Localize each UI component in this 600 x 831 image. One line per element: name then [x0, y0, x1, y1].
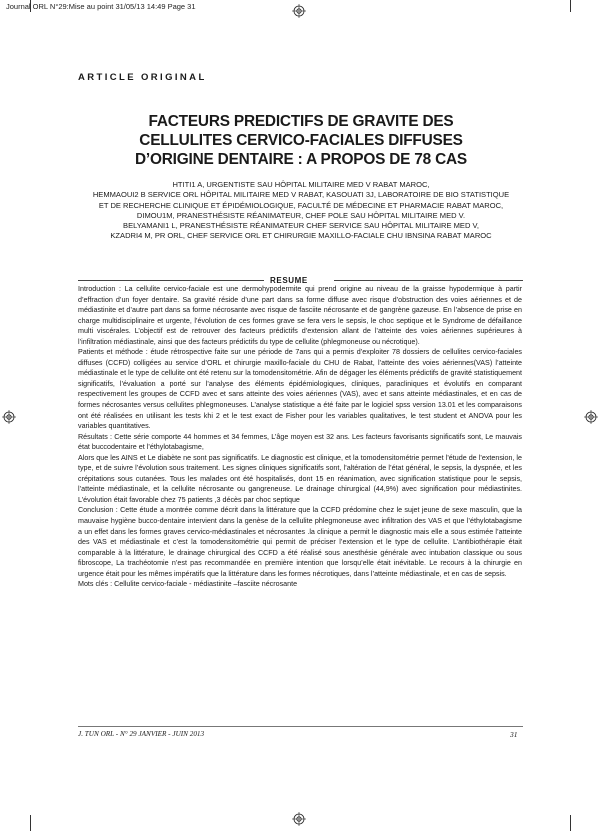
- author-line: HTITI1 A, URGENTISTE SAU HÔPITAL MILITAIRE MED V RABAT MAROC,: [172, 180, 430, 189]
- registration-mark-right-icon: [584, 410, 598, 424]
- article-title: [60, 112, 542, 169]
- footer-divider: [78, 726, 523, 727]
- abstract-keywords: Mots clés : Cellulite cervico-faciale - médiastinite –fasciite nécrosante: [78, 580, 298, 589]
- author-line: DIMOU1M, PRANESTHÉSISTE RÉANIMATEUR, CHEF POLE SAU HÔPITAL MILITAIRE MED V.: [136, 210, 466, 220]
- footer-journal: J. TUN ORL - N° 29 JANVIER - JUIN 2013: [78, 730, 205, 738]
- registration-mark-top-icon: [292, 4, 306, 18]
- crop-mark-bottom-left: [30, 815, 31, 831]
- title-line: CELLULITES CERVICO-FACIALES DIFFUSES: [139, 132, 463, 149]
- abstract-results: Résultats : Cette série comporte 44 hommes et 34 femmes, L’âge moyen est 32 ans. Les facteurs favorisants significatifs sont, Le mauvais état buccodentaire et l’éthylotabagisme,: [78, 432, 522, 452]
- title-line: FACTEURS PREDICTIFS DE GRAVITE DES: [148, 113, 454, 130]
- page-number: 31: [510, 730, 518, 739]
- registration-mark-bottom-icon: [292, 812, 306, 826]
- author-line: HEMMAOUI2 B SERVICE ORL HÔPITAL MILITAIRE MED V RABAT, KASOUATI 3J, LABORATOIRE DE BIO STATISTIQUE: [92, 190, 510, 200]
- abstract-methods: Patients et méthode : étude rétrospective faite sur une période de 7ans qui a permis d’exploiter 78 dossiers de cellulites cervico-faciales diffuses (CCFD) colligées au service d’ORL et chirurgie maxillo-faciale du CHU de Rabat, l’atteinte des voies aériennes(VAS) l’atteinte médiastinale et le type de cellulite ont été retenu sur la tomodensitométrie. Afin de dégager les éléments prédictifs de gravité statistiquement significatifs, l’évaluation a porté sur l’analyse des éléments épidémiologiques, cliniques, paracliniques et évolutifs en comparant respectivement les groupes de CCFD avec et sans atteinte des voies aériennes (VAS), avec et sans atteinte médiastinales, et en cas de formes nécrosantes versus cellulites phlegmoneuses. L’analyse statistique a été faite par le logiciel spss version 13.01 et les comparaisons ont été réalisées en utilisant les tests khi 2 et le test exact de Fisher pour les variables qualitatives, le test student et ANOVA pour les variables quantitatives.: [78, 348, 522, 431]
- title-line: D’ORIGINE DENTAIRE : A PROPOS DE 78 CAS: [135, 151, 467, 168]
- abstract-heading: RESUME: [270, 276, 308, 285]
- author-line: KZADRI4 M, PR ORL, CHEF SERVICE ORL ET CHIRURGIE MAXILLO-FACIALE CHU IBNSINA RABAT MAROC: [110, 231, 492, 241]
- abstract-introduction: Introduction : La cellulite cervico-faciale est une dermohypodermite qui prend origine au niveau de la graisse hypodermique à partir d’effraction d’un foyer dentaire. Sa gravité réside d’une part dans sa forme diffuse avec risque d’obstruction des voies aériennes et de médiastinite et d’autre part dans sa forme nécrosante avec risque de fasciite nécrosante et de gangrène gazeuse. En l’absence de prise en charge multidisciplinaire et urgente, l’évolution de ces formes grave se fera vers le sepsis, le choc septique et le Syndrome de défaillance multi viscérales. L’objectif est de retrouver des facteurs prédictifs d’extension allant de l’atteinte des voies aériennes supérieures à l’infiltration médiastinale, ainsi que des facteurs prédictifs du type de cellulite (phlegmoneuse ou nécrotique).: [78, 285, 522, 346]
- author-affiliations: [60, 180, 542, 242]
- registration-mark-left-icon: [2, 410, 16, 424]
- crop-mark-top-right: [570, 0, 571, 12]
- author-line: BELYAMANI1 L, PRANESTHÉSISTE RÉANIMATEUR CHEF SERVICE SAU HÔPITAL MILITAIRE MED V,: [123, 221, 479, 231]
- abstract-results-continued: Alors que les AINS et Le diabète ne sont pas significatifs. Le diagnostic est clinique, et la tomodensitométrie permet l’étude de l’extension, le type, et de suivre l’évolution sous traitement. Les signes cliniques significatifs sont, l’altération de l’état général, le sepsis, la dyspnée, et les crépitations sous cutanées. Tous les malades ont été hospitalisés, dont 15 en réanimation, avec signification statistique pour le sepsis, l’atteinte médiastinale, et la cellulite nécrosante ou gangreneuse. Le drainage chirurgical (44,9%) avec signification pour médiastinites. L’évolution était favorable chez 75 patients ,3 décès par choc septique: [78, 453, 522, 504]
- abstract-body: [78, 284, 522, 590]
- section-label: ARTICLE ORIGINAL: [78, 72, 207, 83]
- abstract-conclusion: Conclusion : Cette étude a montrée comme décrit dans la littérature que la CCFD prédomine chez le sujet jeune de sexe masculin, que la mauvaise hygiène bucco-dentaire intervient dans la genèse de la cellulite phlegmoneuse avec infiltration des VAS et que l’éthylotabagisme a un effet dans les formes graves cervico-médiastinales et nécrosantes .la clinique a permit le diagnostic mais elle a sous estimée l’atteinte des VAS et médiastinale et c’est la tomodensitométrie qui permit de préciser l’extension et le type de cellulite. L’antibiothérapie était comparable à la littérature, le drainage chirurgical des CCFD a été réalisé sous anesthésie générale avec intubation classique ou sous fibroscope, La trachéotomie n’est pas recommandée en première intention que lorsqu’elle était inévitable. Le recours à la chirurgie en urgence était pour les mêmes impératifs que la littérature dans les formes nécrotiques, dans l’atteinte médiastinale, et en cas de sepsis.: [78, 506, 522, 578]
- print-slug: Journal ORL N°29:Mise au point 31/05/13 14:49 Page 31: [6, 2, 196, 11]
- crop-mark-bottom-right: [570, 815, 571, 831]
- author-line: ET DE RECHERCHE CLINIQUE ET ÉPIDÉMIOLOGIQUE, FACULTÉ DE MÉDECINE ET PHARMACIE RABAT MAROC,: [98, 200, 504, 210]
